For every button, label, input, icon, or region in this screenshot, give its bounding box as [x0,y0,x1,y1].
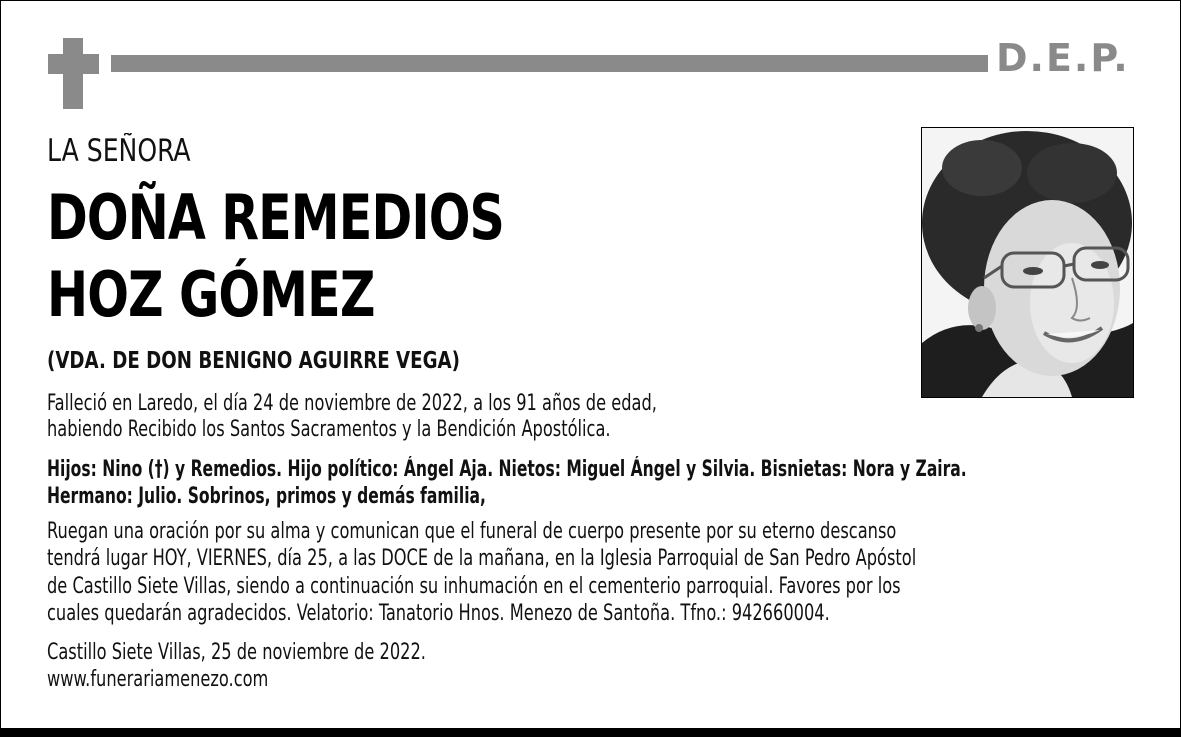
deceased-name-line1: DOÑA REMEDIOS [47,181,505,254]
portrait-photo [921,127,1134,398]
death-line: habiendo Recibido los Santos Sacramentos y la Bendición Apostólica. [47,417,611,442]
bottom-rule [0,728,1181,737]
deceased-portrait-icon [922,128,1133,397]
funeral-line: cuales quedarán agradecidos. Velatorio: Tanatorio Hnos. Menezo de Santoña. Tfno.: 942660004. [47,601,830,626]
deceased-name-line2: HOZ GÓMEZ [47,258,375,331]
cross-icon-arm [48,54,99,74]
dep-heading: D.E.P. [996,36,1130,80]
funeral-line: Ruegan una oración por su alma y comunican que el funeral de cuerpo presente por su eterno descanso [47,519,897,544]
family-line: Hijos: Nino (†) y Remedios. Hijo político: Ángel Aja. Nietos: Miguel Ángel y Silvia. Bisnietas: Nora y Zaira. [47,457,967,482]
place-date: Castillo Siete Villas, 25 de noviembre de 2022. [47,640,426,665]
family-line: Hermano: Julio. Sobrinos, primos y demás familia, [47,484,486,509]
funeral-line: tendrá lugar HOY, VIERNES, día 25, a las DOCE de la mañana, en la Iglesia Parroquial de San Pedro Apóstol [47,546,917,571]
widow-of: (VDA. DE DON BENIGNO AGUIRRE VEGA) [47,348,460,374]
funeral-line: de Castillo Siete Villas, siendo a continuación su inhumación en el cementerio parroquial. Favores por los [47,574,901,599]
header-rule [111,55,988,72]
website-link[interactable]: www.funerariamenezo.com [47,667,269,692]
death-line: Falleció en Laredo, el día 24 de noviembre de 2022, a los 91 años de edad, [47,391,657,416]
title-prefix: LA SEÑORA [47,133,191,169]
